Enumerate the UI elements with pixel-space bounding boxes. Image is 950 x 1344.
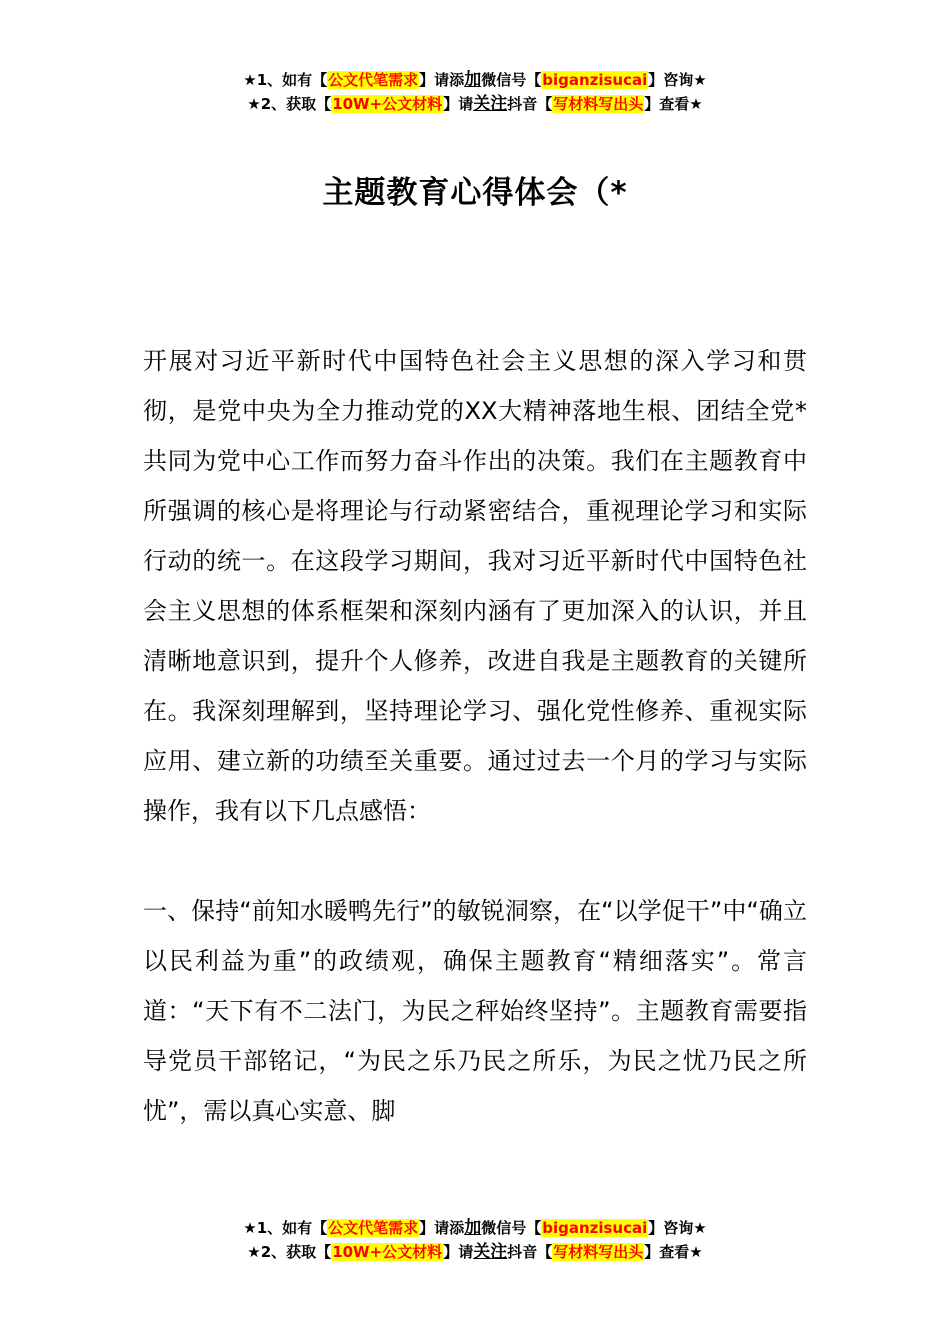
banner-line-1 <box>0 68 950 92</box>
document-title: 主题教育心得体会（* <box>322 174 628 211</box>
banner-text: 】咨询★ <box>648 1219 707 1237</box>
banner-highlight: 写材料写出头 <box>553 95 644 113</box>
banner-text: ★2、获取【 <box>247 95 332 113</box>
banner-highlight: 10W+公文材料 <box>332 1243 443 1261</box>
banner-text: 】请添 <box>419 71 465 89</box>
body-paragraph-2: 一、保持“前知水暖鸭先行”的敏锐洞察，在“以学促干”中“确立以民利益为重”的政绩观，确保主题教育“精细落实”。常言道：“天下有不二法门，为民之秤始终坚持”。主题教育需要指导党员干部铭记，“为民之乐乃民之所乐，为民之忧乃民之所忧”，需以真心实意、脚 <box>143 897 807 1125</box>
banner-text: ★1、如有【 <box>243 71 328 89</box>
banner-highlight: biganzisucai <box>542 1219 648 1237</box>
banner-text: 】查看★ <box>644 1243 703 1261</box>
banner-text: 】咨询★ <box>648 71 707 89</box>
banner-highlight: 10W+公文材料 <box>332 95 443 113</box>
banner-line-1 <box>0 1216 950 1240</box>
document-body <box>143 336 807 1136</box>
banner-emphasis: 加 <box>464 1218 482 1238</box>
footer-banner <box>0 1216 950 1264</box>
banner-emphasis: 加 <box>464 70 482 90</box>
banner-text: 】请 <box>443 1243 474 1261</box>
banner-text: ★1、如有【 <box>243 1219 328 1237</box>
banner-highlight: biganzisucai <box>542 71 648 89</box>
banner-text: 微信号【 <box>481 1219 542 1237</box>
banner-emphasis: 关注 <box>473 1242 508 1262</box>
banner-highlight: 写材料写出头 <box>553 1243 644 1261</box>
body-paragraph-1: 开展对习近平新时代中国特色社会主义思想的深入学习和贯彻，是党中央为全力推动党的XX大精神落地生根、团结全党*共同为党中心工作而努力奋斗作出的决策。我们在主题教育中所强调的核心是将理论与行动紧密结合，重视理论学习和实际行动的统一。在这段学习期间，我对习近平新时代中国特色社会主义思想的体系框架和深刻内涵有了更加深入的认识，并且清晰地意识到，提升个人修养，改进自我是主题教育的关键所在。我深刻理解到，坚持理论学习、强化党性修养、重视实际应用、建立新的功绩至关重要。通过过去一个月的学习与实际操作，我有以下几点感悟： <box>143 347 807 825</box>
banner-text: 抖音【 <box>507 1243 553 1261</box>
banner-text: ★2、获取【 <box>247 1243 332 1261</box>
banner-line-2 <box>0 92 950 116</box>
banner-highlight: 公文代笔需求 <box>328 71 419 89</box>
banner-emphasis: 关注 <box>473 94 508 114</box>
banner-text: 微信号【 <box>481 71 542 89</box>
banner-line-2 <box>0 1240 950 1264</box>
banner-highlight: 公文代笔需求 <box>328 1219 419 1237</box>
banner-text: 】查看★ <box>644 95 703 113</box>
banner-text: 】请 <box>443 95 474 113</box>
banner-text: 抖音【 <box>507 95 553 113</box>
banner-text: 】请添 <box>419 1219 465 1237</box>
header-banner <box>0 68 950 116</box>
